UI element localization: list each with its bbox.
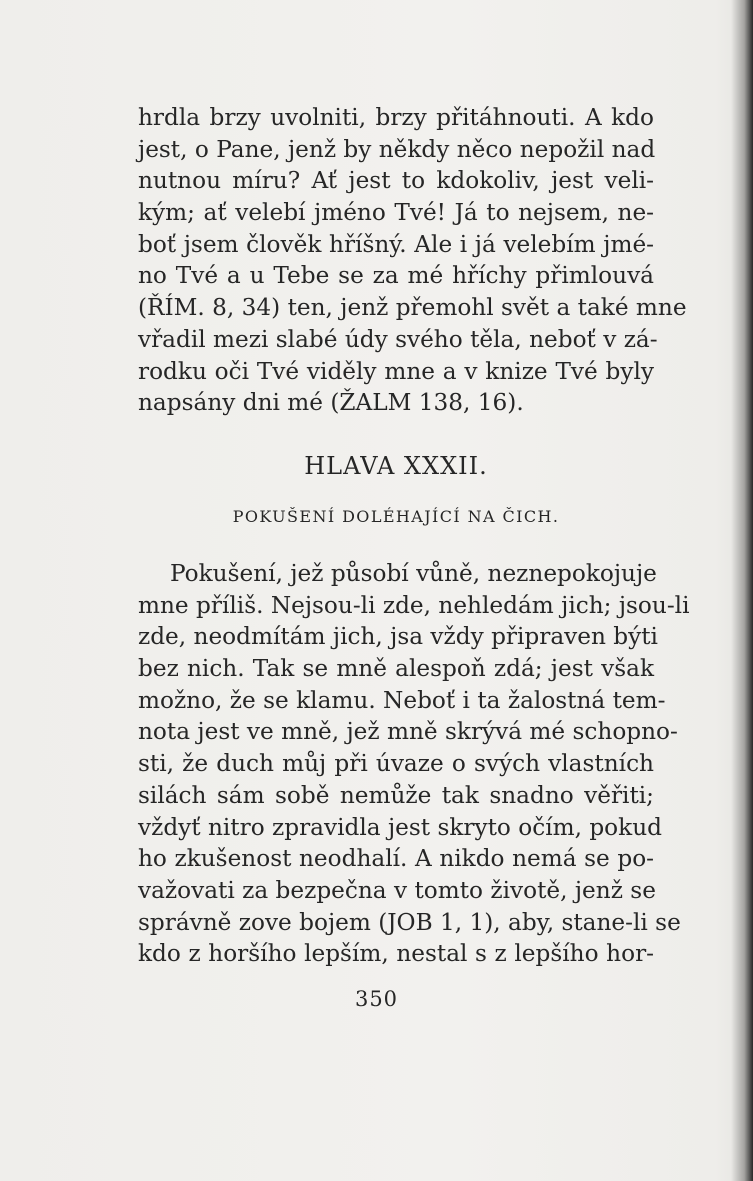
text-line: správně zove bojem (JOB 1, 1), aby, stane-li se	[138, 908, 681, 936]
chapter-heading: HLAVA XXXII.	[304, 452, 488, 480]
text-line: rodku oči Tvé viděly mne a v knize Tvé byly	[138, 357, 654, 385]
text-line: kým; ať velebí jméno Tvé! Já to nejsem, ne-	[138, 199, 654, 227]
text-line: no Tvé a u Tebe se za mé hříchy přimlouvá	[138, 262, 654, 290]
text-line: silách sám sobě nemůže tak snadno věřiti;	[138, 781, 654, 809]
text-line: sti, že duch můj při úvaze o svých vlastních	[138, 750, 654, 778]
body-paragraph	[138, 558, 690, 970]
text-line: jest, o Pane, jenž by někdy něco nepožil nad	[138, 135, 656, 163]
text-line: mne příliš. Nejsou-li zde, nehledám jich; jsou-li	[138, 591, 690, 619]
chapter-subheading: POKUŠENÍ DOLÉHAJÍCÍ NA ČICH.	[232, 507, 560, 526]
text-line: vždyť nitro zpravidla jest skryto očím, pokud	[138, 813, 662, 841]
text-line: vřadil mezi slabé údy svého těla, neboť v zá-	[138, 325, 658, 353]
text-line: važovati za bezpečna v tomto životě, jenž se	[138, 876, 656, 904]
text-line: (ŘÍM. 8, 34) ten, jenž přemohl svět a také mne	[138, 294, 687, 322]
text-line: možno, že se klamu. Neboť i ta žalostná tem-	[138, 686, 666, 714]
page-number: 350	[354, 987, 399, 1011]
text-line: nota jest ve mně, jež mně skrývá mé schopno-	[138, 718, 678, 746]
text-line: bez nich. Tak se mně alespoň zdá; jest však	[138, 655, 654, 683]
text-line: zde, neodmítám jich, jsa vždy připraven býti	[138, 623, 658, 651]
text-line: Pokušení, jež působí vůně, neznepokojuje	[170, 560, 657, 587]
text-line: boť jsem člověk hříšný. Ale i já velebím jmé-	[138, 230, 654, 258]
top-paragraph	[138, 102, 687, 419]
text-line: nutnou míru? Ať jest to kdokoliv, jest veli-	[138, 167, 654, 195]
text-line: napsány dni mé (ŽALM 138, 16).	[138, 389, 524, 417]
text-line: ho zkušenost neodhalí. A nikdo nemá se po-	[138, 845, 654, 873]
text-line: hrdla brzy uvolniti, brzy přitáhnouti. A kdo	[138, 104, 654, 131]
text-line: kdo z horšího lepším, nestal s z lepšího hor-	[138, 940, 654, 968]
